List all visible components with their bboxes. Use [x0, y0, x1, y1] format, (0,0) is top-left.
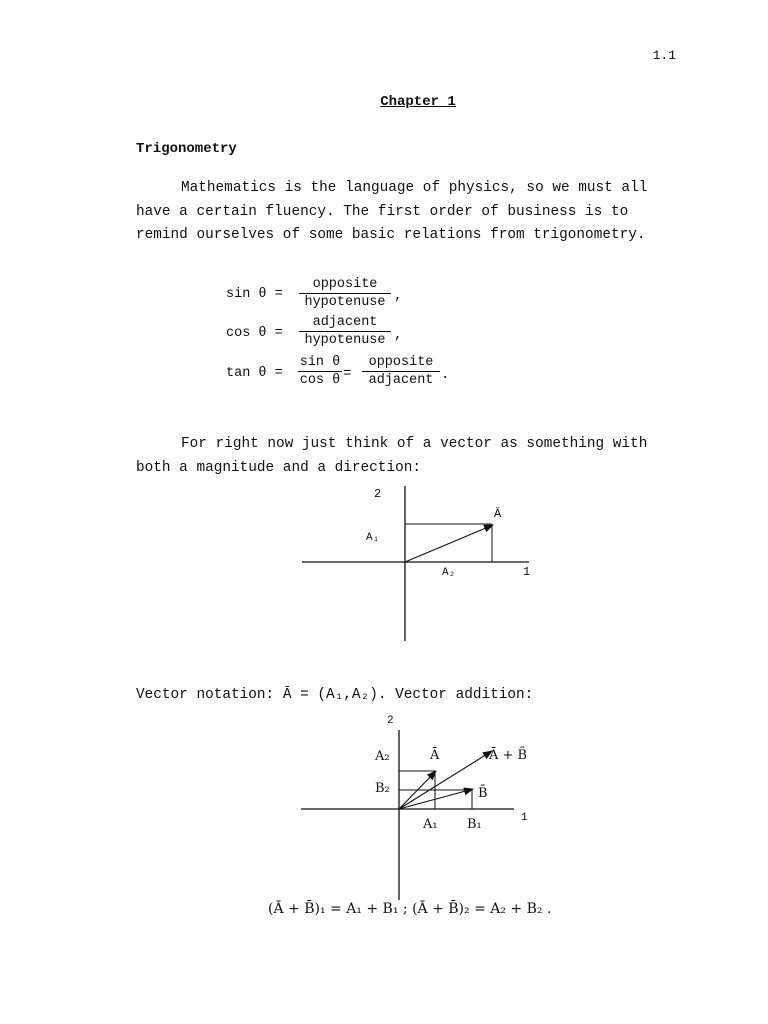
page-number: 1.1: [652, 48, 676, 63]
fig1-component-a1: A₁: [366, 532, 380, 544]
fig1-vector-label: Ā: [494, 507, 502, 521]
fig2-label-b1: B₁: [467, 817, 482, 832]
fig2-label-a2: A₂: [375, 749, 390, 764]
fig2-label-sum: Ā + B̄: [489, 748, 528, 763]
component-equation: (Ā + B̄)₁ = A₁ + B₁ ; (Ā + B̄)₂ = A₂ + B₂ .: [268, 901, 552, 917]
cos-comma: ,: [394, 327, 403, 343]
notation-suffix: . Vector addition:: [377, 687, 534, 703]
tan-equation-lhs: tan θ =: [226, 366, 283, 381]
fig2-label-b: B̄: [478, 786, 488, 801]
notation-equals: =: [300, 687, 309, 703]
tan-denominator-2: adjacent: [368, 373, 434, 388]
fig2-label-a: Ā: [430, 748, 440, 763]
notation-vector: Ā: [282, 687, 292, 703]
fig2-vector-b: [399, 789, 473, 809]
sin-equation-lhs: sin θ =: [226, 287, 283, 302]
fig1-vector-arrow: [405, 525, 493, 562]
vector-line-1: For right now just think of a vector as something with: [181, 436, 648, 452]
cos-numerator: adjacent: [312, 315, 378, 330]
sin-numerator: opposite: [312, 277, 378, 292]
tan-numerator-1: sin θ: [299, 355, 341, 370]
vector-line-2: both a magnitude and a direction:: [136, 459, 421, 476]
tan-period: .: [441, 367, 450, 383]
fig2-axis-label-2: 2: [387, 715, 394, 727]
notation-line: [136, 687, 533, 703]
fig1-axis-label-1: 1: [523, 565, 531, 579]
fig2-label-b2: B₂: [375, 781, 390, 796]
intro-line-1: Mathematics is the language of physics, so we must all: [181, 180, 648, 196]
sin-comma: ,: [394, 288, 403, 304]
section-heading: Trigonometry: [136, 141, 237, 157]
notation-prefix: Vector notation:: [136, 687, 275, 703]
sin-denominator: hypotenuse: [304, 295, 386, 310]
fig1-axis-label-2: 2: [374, 487, 382, 501]
chapter-title: Chapter 1: [380, 94, 456, 110]
tan-denominator-1: cos θ: [299, 373, 341, 388]
cos-denominator: hypotenuse: [304, 333, 386, 348]
fig2-label-a1: A₁: [423, 817, 438, 832]
intro-line-3: remind ourselves of some basic relations from trigonometry.: [136, 227, 646, 243]
fig1-component-a2: A₂: [442, 567, 456, 579]
intro-line-2: have a certain fluency. The first order of business is to: [136, 203, 629, 220]
tan-numerator-2: opposite: [368, 355, 434, 370]
tan-equals: =: [343, 366, 352, 382]
fig2-axis-label-1: 1: [521, 812, 528, 824]
notation-tuple: (A₁,A₂): [317, 687, 378, 703]
cos-equation-lhs: cos θ =: [226, 326, 283, 341]
